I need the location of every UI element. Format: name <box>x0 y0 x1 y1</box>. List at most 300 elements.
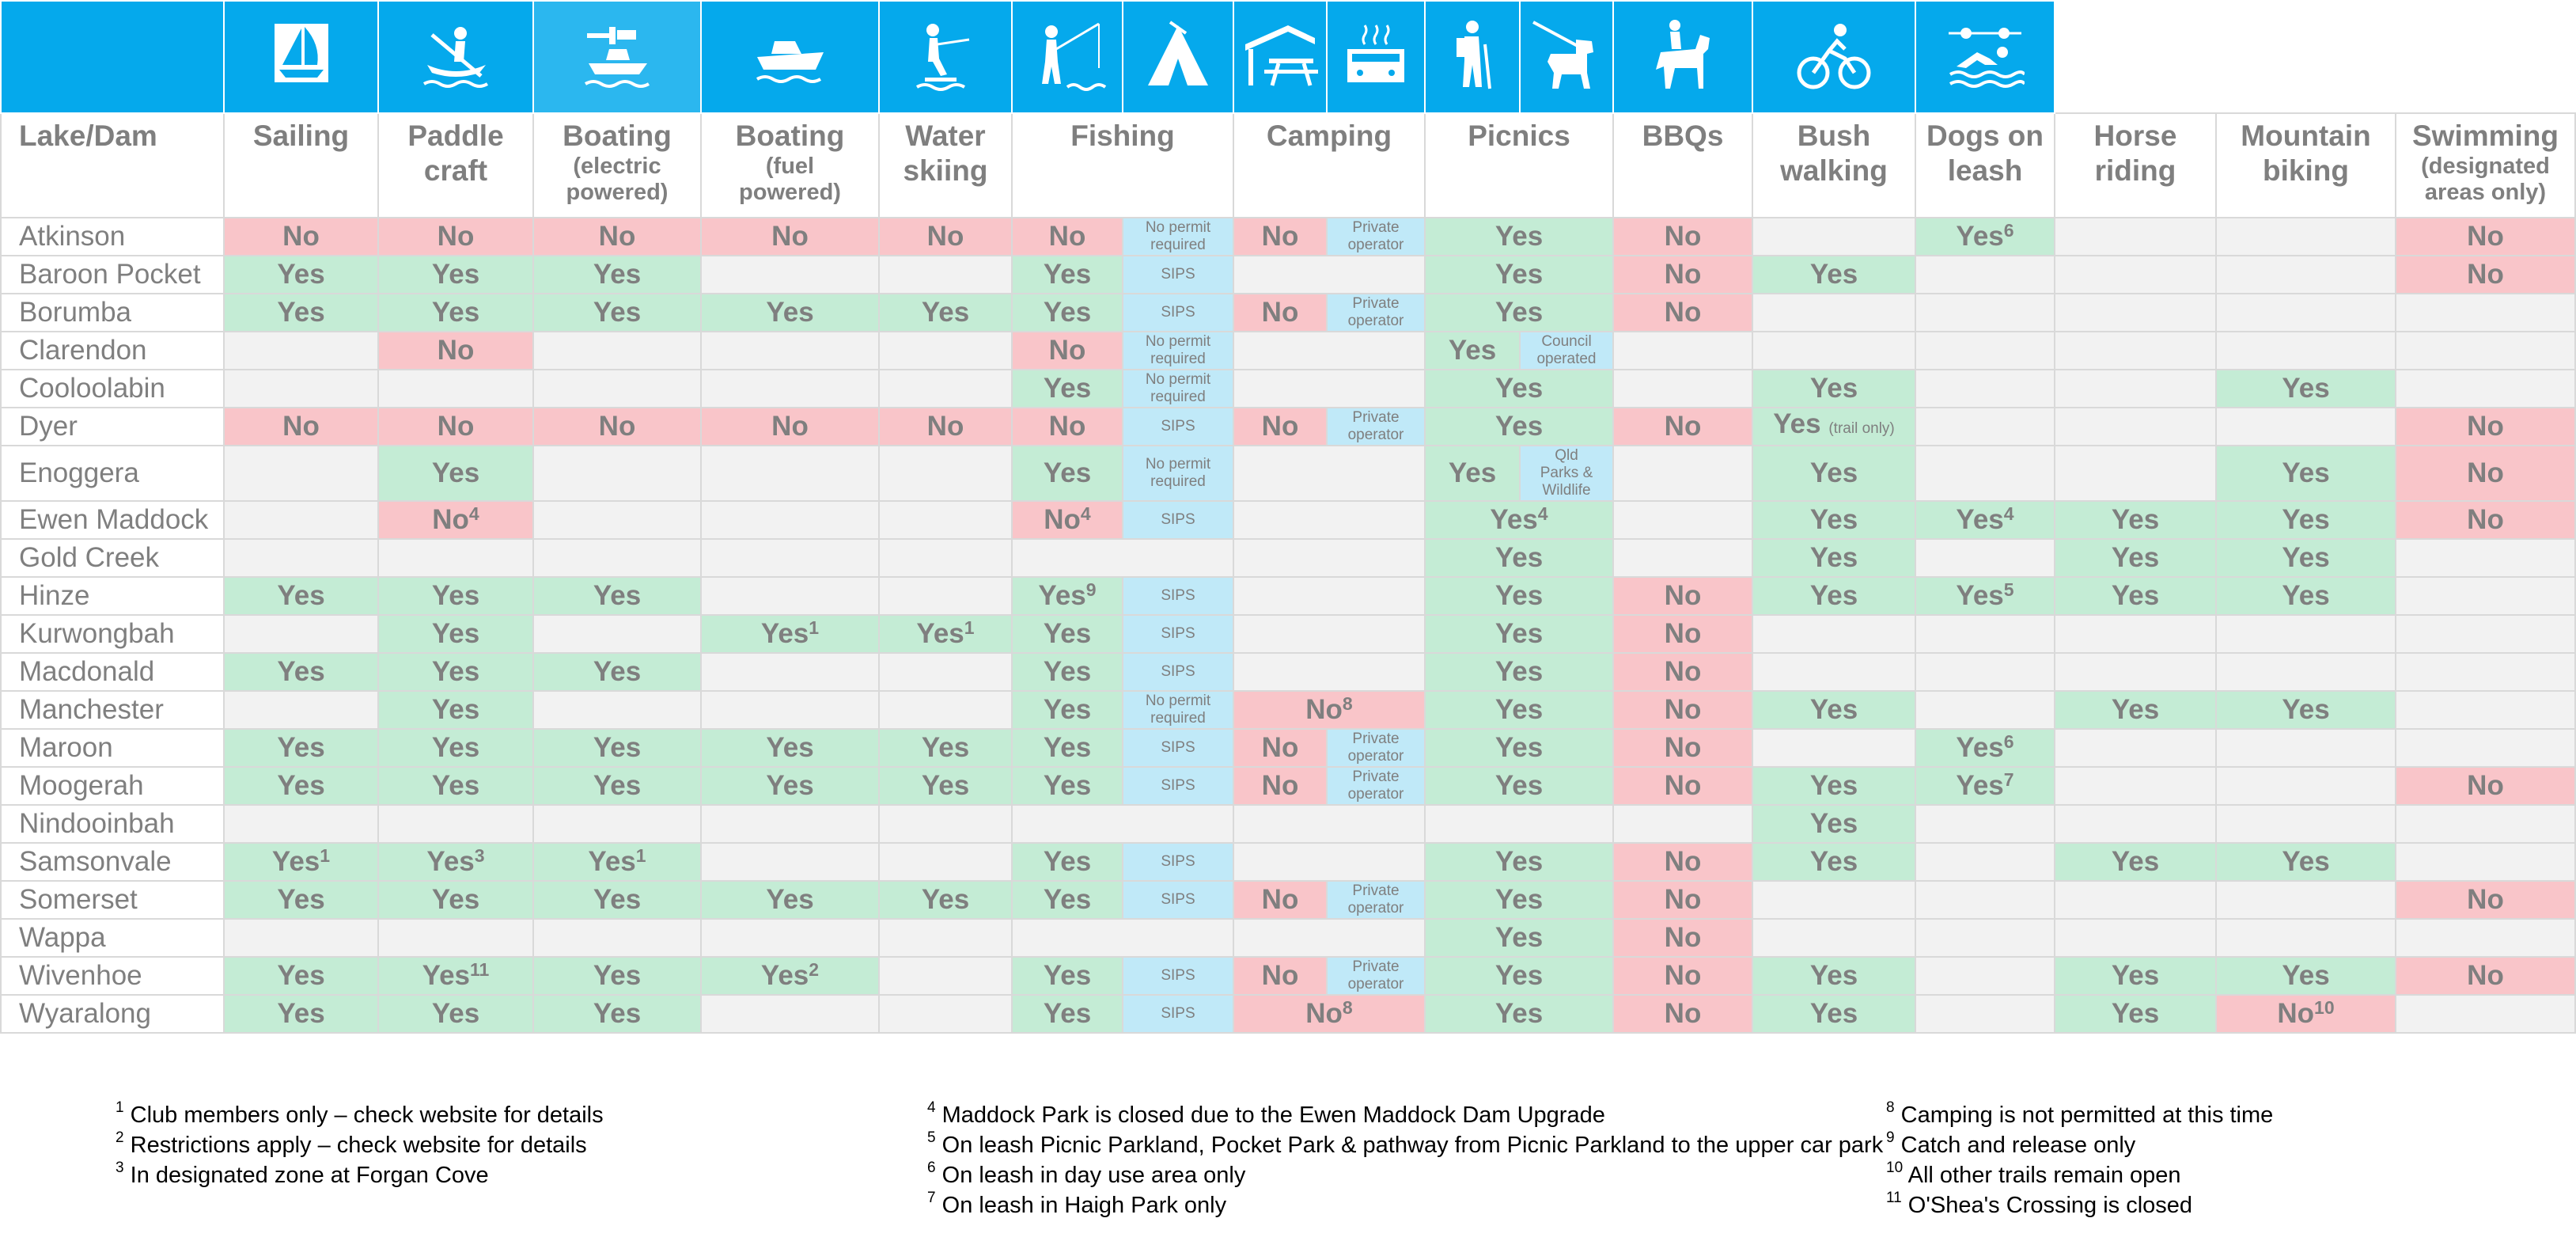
footnote <box>927 1190 1883 1220</box>
empty-cell <box>1915 691 2055 729</box>
header-dogs-on-leash <box>1915 113 2055 218</box>
table-row <box>1 370 2575 408</box>
status-value: No <box>2467 884 2504 915</box>
status-value: Yes <box>1043 998 1092 1029</box>
note-text: SIPS <box>1161 777 1195 794</box>
status-yes-cell <box>1425 995 1613 1033</box>
footnote-ref: 4 <box>468 503 479 524</box>
status-yes-cell <box>533 256 701 294</box>
status-no-cell <box>1233 408 1327 446</box>
empty-cell <box>701 501 879 539</box>
info-note-cell <box>1520 446 1613 501</box>
empty-cell <box>1233 919 1425 957</box>
empty-cell <box>1915 332 2055 370</box>
status-yes-cell <box>533 843 701 881</box>
footnote-ref: 4 <box>1080 503 1091 524</box>
empty-cell <box>879 256 1012 294</box>
status-no-cell <box>1613 408 1752 446</box>
lake-name: Ewen Maddock <box>1 501 224 539</box>
status-yes-cell <box>1425 408 1613 446</box>
status-value: No <box>437 221 475 252</box>
header-text: Swimming <box>2411 120 2559 152</box>
status-no-cell <box>1613 767 1752 805</box>
header-text: Boating <box>735 120 845 152</box>
note-line: No permit <box>1145 333 1211 350</box>
status-value: Yes <box>1956 580 2004 611</box>
header-subtext: (electric <box>573 154 661 179</box>
note-line: operated <box>1536 351 1597 367</box>
status-yes-cell <box>224 653 378 691</box>
status-value: Yes <box>1809 960 1858 991</box>
empty-cell <box>1752 615 1915 653</box>
status-yes-cell <box>2216 370 2396 408</box>
table-body <box>1 218 2575 1033</box>
info-note-cell <box>1123 729 1233 767</box>
footnote-ref: 1 <box>320 845 331 866</box>
empty-cell <box>224 805 378 843</box>
info-note-cell <box>1123 615 1233 653</box>
status-yes-cell <box>1012 767 1123 805</box>
header-subtext: (fuel <box>765 154 815 179</box>
empty-cell <box>1233 843 1425 881</box>
lake-name: Gold Creek <box>1 539 224 577</box>
empty-cell <box>533 615 701 653</box>
status-yes-cell <box>378 653 533 691</box>
status-value: Yes <box>1043 457 1092 488</box>
status-value: Yes <box>431 656 480 687</box>
empty-cell <box>879 919 1012 957</box>
status-value: No <box>1664 770 1702 801</box>
empty-cell <box>1915 370 2055 408</box>
status-yes-cell <box>1425 919 1613 957</box>
empty-cell <box>2396 729 2575 767</box>
lake-name: Baroon Pocket <box>1 256 224 294</box>
empty-cell <box>879 539 1012 577</box>
status-yes-cell <box>1012 653 1123 691</box>
footnote-ref: 1 <box>809 617 820 638</box>
status-no-cell <box>1233 294 1327 332</box>
status-value: Yes <box>277 732 325 763</box>
info-note-cell <box>1327 294 1425 332</box>
header-text: leash <box>1947 154 2023 187</box>
status-yes-cell <box>2055 843 2216 881</box>
header-picnics: Picnics <box>1425 113 1613 218</box>
note-line: Private <box>1352 769 1400 785</box>
status-value: No <box>437 335 475 366</box>
status-value: No <box>1044 504 1081 535</box>
status-value: Yes <box>1494 411 1544 442</box>
note-line: operator <box>1347 237 1404 253</box>
status-yes-cell <box>1752 256 1915 294</box>
empty-cell <box>2055 332 2216 370</box>
status-yes-cell <box>1425 446 1520 501</box>
status-value: Yes <box>593 770 642 801</box>
status-yes-cell <box>1012 881 1123 919</box>
status-value: No <box>1305 998 1343 1029</box>
empty-cell <box>224 501 378 539</box>
empty-cell <box>1915 294 2055 332</box>
status-yes-cell <box>879 767 1012 805</box>
footnote <box>116 1160 604 1190</box>
picnics-icon <box>1233 1 1327 113</box>
status-value: No <box>598 411 636 442</box>
status-value: No <box>2467 770 2504 801</box>
status-yes-cell <box>1012 446 1123 501</box>
empty-cell <box>879 370 1012 408</box>
fuel-boat-icon <box>701 1 879 113</box>
note-line: operator <box>1347 786 1404 803</box>
status-yes-cell <box>1915 577 2055 615</box>
info-note-cell <box>1520 332 1613 370</box>
status-value: Yes <box>921 770 970 801</box>
table-row <box>1 881 2575 919</box>
lake-name: Wyaralong <box>1 995 224 1033</box>
status-no-cell <box>2396 767 2575 805</box>
status-value: No <box>1664 297 1702 328</box>
empty-cell <box>1613 501 1752 539</box>
info-note-cell <box>1123 408 1233 446</box>
info-note-cell <box>1123 691 1233 729</box>
status-value: Yes <box>277 770 325 801</box>
fishing-icon <box>1012 1 1123 113</box>
empty-cell <box>1233 577 1425 615</box>
note-text: SIPS <box>1161 625 1195 642</box>
lake-name: Borumba <box>1 294 224 332</box>
status-yes-cell <box>378 256 533 294</box>
status-value: Yes <box>1494 960 1544 991</box>
footnote-marker: 7 <box>927 1190 936 1206</box>
status-value: No <box>1664 884 1702 915</box>
status-value: Yes <box>760 960 809 991</box>
status-yes-cell <box>1752 957 1915 995</box>
info-note-cell <box>1123 501 1233 539</box>
footnote-ref: 4 <box>2003 503 2014 524</box>
empty-cell <box>2216 805 2396 843</box>
status-yes-cell <box>1425 218 1613 256</box>
status-value: Yes <box>1809 770 1858 801</box>
status-value: No <box>1664 960 1702 991</box>
info-note-cell <box>1327 767 1425 805</box>
header-text: craft <box>423 154 488 187</box>
header-text: walking <box>1780 154 1888 187</box>
lake-name: Dyer <box>1 408 224 446</box>
status-yes-cell <box>378 294 533 332</box>
empty-cell <box>2055 653 2216 691</box>
header-text: Mountain <box>2241 120 2371 152</box>
status-value: Yes <box>1448 457 1497 488</box>
status-value: No <box>1664 922 1702 953</box>
status-yes-cell <box>1425 843 1613 881</box>
empty-cell <box>1233 446 1425 501</box>
status-yes-cell <box>879 294 1012 332</box>
paddle-craft-icon <box>378 1 533 113</box>
empty-cell <box>1915 805 2055 843</box>
status-value: Yes <box>1043 884 1092 915</box>
info-note-cell <box>1123 995 1233 1033</box>
empty-cell <box>2216 729 2396 767</box>
header-sailing: Sailing <box>224 113 378 218</box>
footnote <box>927 1100 1883 1130</box>
status-value: Yes <box>1043 656 1092 687</box>
status-yes-cell <box>1425 501 1613 539</box>
status-value: Yes <box>277 960 325 991</box>
status-yes-cell <box>2055 577 2216 615</box>
status-yes-cell <box>2216 843 2396 881</box>
status-value: Yes <box>760 618 809 649</box>
status-yes-cell <box>701 615 879 653</box>
status-no-cell <box>1233 957 1327 995</box>
empty-cell <box>533 501 701 539</box>
info-note-cell <box>1123 881 1233 919</box>
status-yes-cell <box>378 691 533 729</box>
mountain-biking-icon <box>1752 1 1915 113</box>
status-no-cell <box>879 408 1012 446</box>
status-value: No <box>1048 221 1086 252</box>
lake-name: Manchester <box>1 691 224 729</box>
empty-cell <box>701 332 879 370</box>
status-yes-cell <box>1425 294 1613 332</box>
status-value: Yes <box>2282 846 2330 877</box>
status-yes-cell <box>378 729 533 767</box>
status-no-cell <box>1613 691 1752 729</box>
header-fishing: Fishing <box>1012 113 1233 218</box>
header-row <box>1 113 2575 218</box>
status-yes-cell <box>1425 767 1613 805</box>
empty-cell <box>2216 408 2396 446</box>
empty-cell <box>2216 218 2396 256</box>
table-row <box>1 653 2575 691</box>
status-yes-cell <box>1012 691 1123 729</box>
status-yes-cell <box>533 294 701 332</box>
empty-cell <box>879 653 1012 691</box>
empty-cell <box>2396 539 2575 577</box>
status-value: Yes <box>1494 221 1544 252</box>
empty-cell <box>701 577 879 615</box>
dog-on-leash-icon <box>1520 1 1613 113</box>
empty-cell <box>2216 256 2396 294</box>
status-value: Yes <box>1956 770 2004 801</box>
table-row <box>1 256 2575 294</box>
status-value: No <box>1261 960 1299 991</box>
note-line: required <box>1150 389 1206 405</box>
lake-name: Atkinson <box>1 218 224 256</box>
footnote-ref: 11 <box>470 959 490 980</box>
status-yes-cell <box>701 957 879 995</box>
footnote-ref: 1 <box>964 617 975 638</box>
status-yes-cell <box>533 995 701 1033</box>
empty-cell <box>701 370 879 408</box>
lake-name: Cooloolabin <box>1 370 224 408</box>
status-yes-cell <box>1425 256 1613 294</box>
status-no-cell <box>1233 881 1327 919</box>
status-value: Yes <box>593 884 642 915</box>
empty-cell <box>1915 653 2055 691</box>
empty-cell <box>2396 691 2575 729</box>
empty-cell <box>378 919 533 957</box>
status-yes-cell <box>701 767 879 805</box>
status-value: Yes <box>1809 259 1858 290</box>
empty-cell <box>701 919 879 957</box>
empty-cell <box>879 577 1012 615</box>
empty-cell <box>224 539 378 577</box>
status-yes-cell <box>2055 691 2216 729</box>
note-line: Private <box>1352 731 1400 747</box>
empty-cell <box>2396 843 2575 881</box>
status-value: Yes <box>1043 259 1092 290</box>
status-yes-cell <box>2216 691 2396 729</box>
status-value: Yes <box>431 770 480 801</box>
empty-cell <box>1752 218 1915 256</box>
status-no-cell <box>1613 294 1752 332</box>
status-yes-cell <box>1425 957 1613 995</box>
footnote <box>927 1130 1883 1160</box>
header-mountain-biking <box>2216 113 2396 218</box>
lake-name: Clarendon <box>1 332 224 370</box>
empty-cell <box>701 539 879 577</box>
status-value: Yes <box>1494 694 1544 725</box>
status-value: Yes <box>1494 259 1544 290</box>
info-note-cell <box>1327 218 1425 256</box>
lake-name: Moogerah <box>1 767 224 805</box>
status-value: No <box>2277 998 2315 1029</box>
status-yes-cell <box>1752 995 1915 1033</box>
info-note-cell <box>1123 218 1233 256</box>
info-note-cell <box>1123 577 1233 615</box>
header-text: Horse <box>2093 120 2177 152</box>
table-row <box>1 805 2575 843</box>
empty-cell <box>2396 805 2575 843</box>
status-value: No <box>1664 656 1702 687</box>
icon-row <box>1 1 2575 113</box>
note-line: Private <box>1352 409 1400 426</box>
empty-cell <box>879 843 1012 881</box>
status-yes-cell <box>2216 446 2396 501</box>
info-note-cell <box>1123 843 1233 881</box>
empty-cell <box>1915 995 2055 1033</box>
footnote-ref: 8 <box>1342 997 1353 1018</box>
status-yes-cell <box>879 729 1012 767</box>
status-no-cell <box>1613 919 1752 957</box>
status-value: No <box>1261 297 1299 328</box>
empty-cell <box>1613 539 1752 577</box>
lake-name: Maroon <box>1 729 224 767</box>
table-row <box>1 446 2575 501</box>
status-yes-cell <box>2216 539 2396 577</box>
status-no-cell <box>2396 218 2575 256</box>
footnote-ref: 3 <box>474 845 485 866</box>
status-value: Yes <box>431 694 480 725</box>
status-value: No <box>598 221 636 252</box>
empty-cell <box>1915 957 2055 995</box>
empty-cell <box>879 332 1012 370</box>
status-value: No <box>282 411 320 442</box>
status-yes-cell <box>378 995 533 1033</box>
note-text: SIPS <box>1161 663 1195 680</box>
note-line: required <box>1150 351 1206 367</box>
status-no-cell <box>2396 501 2575 539</box>
empty-cell <box>2055 218 2216 256</box>
header-lake-dam: Lake/Dam <box>1 113 224 218</box>
note-line: operator <box>1347 313 1404 329</box>
empty-cell <box>2055 370 2216 408</box>
status-yes-cell <box>701 881 879 919</box>
empty-cell <box>1915 539 2055 577</box>
empty-cell <box>2055 881 2216 919</box>
footnote-ref: 5 <box>2003 579 2014 600</box>
footnote <box>927 1160 1883 1190</box>
status-no-cell <box>1613 881 1752 919</box>
empty-cell <box>1915 408 2055 446</box>
status-yes-cell <box>2216 577 2396 615</box>
status-value: No <box>2467 960 2504 991</box>
status-yes-cell <box>224 881 378 919</box>
info-note-cell <box>1123 957 1233 995</box>
status-value: Yes <box>2282 580 2330 611</box>
status-value: No <box>1261 411 1299 442</box>
note-text: SIPS <box>1161 967 1195 984</box>
status-yes-cell <box>1012 843 1123 881</box>
status-value: No <box>2467 411 2504 442</box>
header-text: Water <box>905 120 986 152</box>
footnote-text: On leash Picnic Parkland, Pocket Park & pathway from Picnic Parkland to the upper car park <box>941 1133 1884 1158</box>
empty-cell <box>1613 332 1752 370</box>
info-note-cell <box>1327 957 1425 995</box>
info-note-cell <box>1123 767 1233 805</box>
footnotes-col-1 <box>116 1100 604 1190</box>
header-boating-fuel <box>701 113 879 218</box>
empty-cell <box>2396 370 2575 408</box>
status-value: Yes <box>1809 504 1858 535</box>
status-value: Yes <box>1494 998 1544 1029</box>
status-yes-cell <box>1425 615 1613 653</box>
status-value: Yes <box>2282 457 2330 488</box>
empty-cell <box>2216 881 2396 919</box>
status-value: No <box>1664 998 1702 1029</box>
status-value: Yes <box>2282 694 2330 725</box>
bbq-icon <box>1327 1 1425 113</box>
table-row <box>1 843 2575 881</box>
empty-cell <box>1233 256 1425 294</box>
note-text: SIPS <box>1161 304 1195 321</box>
status-value: Yes <box>1956 504 2004 535</box>
status-yes-cell <box>224 729 378 767</box>
empty-cell <box>2396 653 2575 691</box>
status-no-cell <box>2396 957 2575 995</box>
empty-cell <box>879 957 1012 995</box>
status-value: No <box>437 411 475 442</box>
info-note-cell <box>1123 332 1233 370</box>
status-yes-cell <box>1752 767 1915 805</box>
status-value: No <box>282 221 320 252</box>
status-value: Yes <box>1494 373 1544 404</box>
status-value: Yes <box>921 297 970 328</box>
empty-cell <box>1613 370 1752 408</box>
status-yes-cell <box>533 881 701 919</box>
status-value: Yes <box>1494 770 1544 801</box>
table-row <box>1 218 2575 256</box>
empty-cell <box>879 805 1012 843</box>
lake-name: Enoggera <box>1 446 224 501</box>
empty-cell <box>701 653 879 691</box>
status-value: Yes <box>1773 408 1821 439</box>
status-yes-cell <box>1425 881 1613 919</box>
status-no-cell <box>1613 577 1752 615</box>
header-text: skiing <box>903 154 988 187</box>
empty-cell <box>2055 767 2216 805</box>
table-row <box>1 577 2575 615</box>
status-value: Yes <box>1494 656 1544 687</box>
status-yes-cell <box>1752 446 1915 501</box>
